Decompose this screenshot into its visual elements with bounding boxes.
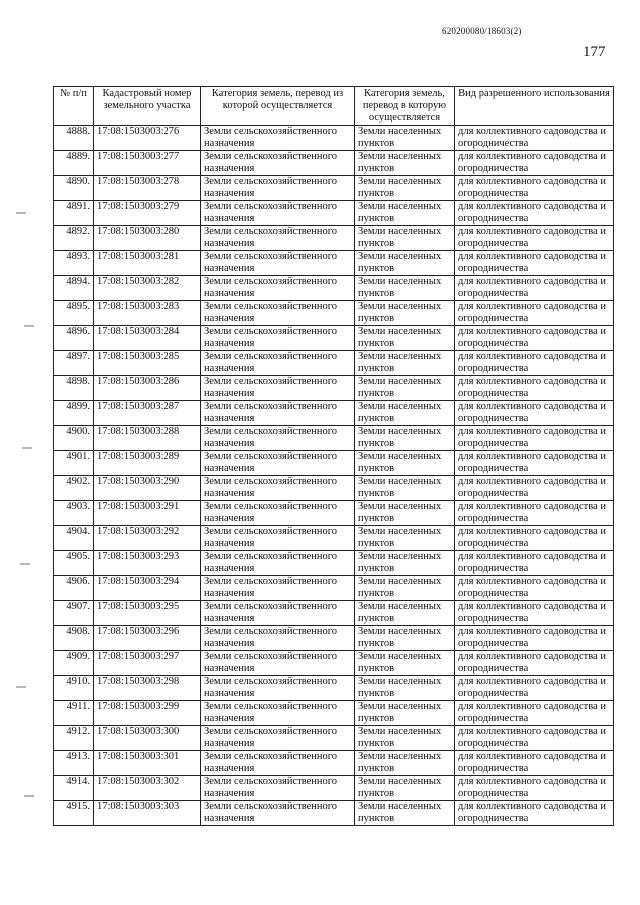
table-row: [54, 651, 614, 676]
category-to: Земли населенных пунктов: [355, 351, 455, 376]
row-number: 4896.: [54, 326, 94, 351]
cadastral-number: 17:08:1503003:299: [94, 701, 201, 726]
row-number: 4906.: [54, 576, 94, 601]
row-number: 4892.: [54, 226, 94, 251]
table-row: [54, 701, 614, 726]
permitted-use: для коллективного садоводства и огородничества: [455, 776, 614, 801]
row-number: 4890.: [54, 176, 94, 201]
table-row: [54, 801, 614, 826]
cadastral-number: 17:08:1503003:277: [94, 151, 201, 176]
cadastral-number: 17:08:1503003:297: [94, 651, 201, 676]
category-from: Земли сельскохозяйственного назначения: [201, 801, 355, 826]
cadastral-number: 17:08:1503003:294: [94, 576, 201, 601]
category-to: Земли населенных пунктов: [355, 701, 455, 726]
header-category-from: Категория земель, перевод из которой осуществляется: [201, 87, 355, 126]
category-from: Земли сельскохозяйственного назначения: [201, 176, 355, 201]
permitted-use: для коллективного садоводства и огородничества: [455, 726, 614, 751]
permitted-use: для коллективного садоводства и огородничества: [455, 326, 614, 351]
permitted-use: для коллективного садоводства и огородничества: [455, 176, 614, 201]
cadastral-number: 17:08:1503003:292: [94, 526, 201, 551]
permitted-use: для коллективного садоводства и огородничества: [455, 451, 614, 476]
table-row: [54, 151, 614, 176]
category-to: Земли населенных пунктов: [355, 726, 455, 751]
header-category-to: Категория земель, перевод в которую осуществляется: [355, 87, 455, 126]
permitted-use: для коллективного садоводства и огородничества: [455, 576, 614, 601]
category-to: Земли населенных пунктов: [355, 151, 455, 176]
scan-margin-mark: [24, 795, 34, 797]
row-number: 4909.: [54, 651, 94, 676]
cadastral-number: 17:08:1503003:283: [94, 301, 201, 326]
category-to: Земли населенных пунктов: [355, 676, 455, 701]
category-from: Земли сельскохозяйственного назначения: [201, 226, 355, 251]
category-from: Земли сельскохозяйственного назначения: [201, 626, 355, 651]
table-row: [54, 751, 614, 776]
category-from: Земли сельскохозяйственного назначения: [201, 676, 355, 701]
cadastral-number: 17:08:1503003:279: [94, 201, 201, 226]
table-row: [54, 301, 614, 326]
table-row: [54, 426, 614, 451]
category-to: Земли населенных пунктов: [355, 176, 455, 201]
category-to: Земли населенных пунктов: [355, 801, 455, 826]
cadastral-number: 17:08:1503003:291: [94, 501, 201, 526]
permitted-use: для коллективного садоводства и огородничества: [455, 526, 614, 551]
category-from: Земли сельскохозяйственного назначения: [201, 401, 355, 426]
category-to: Земли населенных пунктов: [355, 126, 455, 151]
category-to: Земли населенных пунктов: [355, 401, 455, 426]
category-to: Земли населенных пунктов: [355, 301, 455, 326]
category-from: Земли сельскохозяйственного назначения: [201, 376, 355, 401]
category-to: Земли населенных пунктов: [355, 501, 455, 526]
cadastral-number: 17:08:1503003:276: [94, 126, 201, 151]
category-to: Земли населенных пунктов: [355, 451, 455, 476]
cadastral-number: 17:08:1503003:286: [94, 376, 201, 401]
category-from: Земли сельскохозяйственного назначения: [201, 351, 355, 376]
table-row: [54, 476, 614, 501]
cadastral-number: 17:08:1503003:302: [94, 776, 201, 801]
category-from: Земли сельскохозяйственного назначения: [201, 726, 355, 751]
category-to: Земли населенных пунктов: [355, 751, 455, 776]
row-number: 4915.: [54, 801, 94, 826]
permitted-use: для коллективного садоводства и огородничества: [455, 626, 614, 651]
permitted-use: для коллективного садоводства и огородничества: [455, 651, 614, 676]
permitted-use: для коллективного садоводства и огородничества: [455, 276, 614, 301]
category-to: Земли населенных пунктов: [355, 226, 455, 251]
category-to: Земли населенных пунктов: [355, 376, 455, 401]
category-to: Земли населенных пунктов: [355, 476, 455, 501]
row-number: 4911.: [54, 701, 94, 726]
row-number: 4894.: [54, 276, 94, 301]
category-from: Земли сельскохозяйственного назначения: [201, 526, 355, 551]
permitted-use: для коллективного садоводства и огородничества: [455, 676, 614, 701]
category-from: Земли сельскохозяйственного назначения: [201, 251, 355, 276]
category-from: Земли сельскохозяйственного назначения: [201, 776, 355, 801]
category-to: Земли населенных пунктов: [355, 276, 455, 301]
category-from: Земли сельскохозяйственного назначения: [201, 276, 355, 301]
cadastral-number: 17:08:1503003:284: [94, 326, 201, 351]
cadastral-number: 17:08:1503003:293: [94, 551, 201, 576]
category-to: Земли населенных пунктов: [355, 526, 455, 551]
scan-margin-mark: [20, 563, 30, 565]
permitted-use: для коллективного садоводства и огородничества: [455, 201, 614, 226]
row-number: 4913.: [54, 751, 94, 776]
category-from: Земли сельскохозяйственного назначения: [201, 126, 355, 151]
permitted-use: для коллективного садоводства и огородничества: [455, 351, 614, 376]
table-row: [54, 226, 614, 251]
category-from: Земли сельскохозяйственного назначения: [201, 326, 355, 351]
cadastral-number: 17:08:1503003:282: [94, 276, 201, 301]
header-cadastral-number: Кадастровый номер земельного участка: [94, 87, 201, 126]
row-number: 4899.: [54, 401, 94, 426]
category-to: Земли населенных пунктов: [355, 551, 455, 576]
row-number: 4891.: [54, 201, 94, 226]
row-number: 4895.: [54, 301, 94, 326]
table-row: [54, 251, 614, 276]
category-from: Земли сельскохозяйственного назначения: [201, 476, 355, 501]
table-row: [54, 501, 614, 526]
permitted-use: для коллективного садоводства и огородничества: [455, 426, 614, 451]
land-plots-table: [53, 86, 614, 826]
permitted-use: для коллективного садоводства и огородничества: [455, 501, 614, 526]
row-number: 4902.: [54, 476, 94, 501]
cadastral-number: 17:08:1503003:288: [94, 426, 201, 451]
table-row: [54, 376, 614, 401]
row-number: 4900.: [54, 426, 94, 451]
row-number: 4904.: [54, 526, 94, 551]
row-number: 4897.: [54, 351, 94, 376]
category-from: Земли сельскохозяйственного назначения: [201, 501, 355, 526]
document-id: 620200080/18603(2): [442, 26, 522, 36]
header-permitted-use: Вид разрешенного использования: [455, 87, 614, 126]
table-row: [54, 201, 614, 226]
permitted-use: для коллективного садоводства и огородничества: [455, 226, 614, 251]
row-number: 4905.: [54, 551, 94, 576]
cadastral-number: 17:08:1503003:278: [94, 176, 201, 201]
table-row: [54, 351, 614, 376]
permitted-use: для коллективного садоводства и огородничества: [455, 751, 614, 776]
table-row: [54, 451, 614, 476]
cadastral-number: 17:08:1503003:287: [94, 401, 201, 426]
permitted-use: для коллективного садоводства и огородничества: [455, 551, 614, 576]
category-to: Земли населенных пунктов: [355, 426, 455, 451]
permitted-use: для коллективного садоводства и огородничества: [455, 301, 614, 326]
table-row: [54, 326, 614, 351]
category-from: Земли сельскохозяйственного назначения: [201, 601, 355, 626]
table-row: [54, 401, 614, 426]
header-number: № п/п: [54, 87, 94, 126]
category-to: Земли населенных пунктов: [355, 776, 455, 801]
row-number: 4912.: [54, 726, 94, 751]
page-number: 177: [583, 44, 606, 60]
table-row: [54, 726, 614, 751]
category-to: Земли населенных пунктов: [355, 626, 455, 651]
permitted-use: для коллективного садоводства и огородничества: [455, 801, 614, 826]
cadastral-number: 17:08:1503003:301: [94, 751, 201, 776]
cadastral-number: 17:08:1503003:295: [94, 601, 201, 626]
scan-margin-mark: [22, 447, 32, 449]
table-row: [54, 601, 614, 626]
category-from: Земли сельскохозяйственного назначения: [201, 576, 355, 601]
cadastral-number: 17:08:1503003:303: [94, 801, 201, 826]
scan-margin-mark: [16, 686, 26, 688]
permitted-use: для коллективного садоводства и огородничества: [455, 401, 614, 426]
category-from: Земли сельскохозяйственного назначения: [201, 201, 355, 226]
category-from: Земли сельскохозяйственного назначения: [201, 701, 355, 726]
table-row: [54, 676, 614, 701]
cadastral-number: 17:08:1503003:280: [94, 226, 201, 251]
permitted-use: для коллективного садоводства и огородничества: [455, 151, 614, 176]
cadastral-number: 17:08:1503003:289: [94, 451, 201, 476]
category-from: Земли сельскохозяйственного назначения: [201, 451, 355, 476]
category-from: Земли сельскохозяйственного назначения: [201, 551, 355, 576]
cadastral-number: 17:08:1503003:298: [94, 676, 201, 701]
table-row: [54, 776, 614, 801]
scan-margin-mark: [24, 325, 34, 327]
row-number: 4907.: [54, 601, 94, 626]
category-to: Земли населенных пунктов: [355, 651, 455, 676]
row-number: 4910.: [54, 676, 94, 701]
permitted-use: для коллективного садоводства и огородничества: [455, 601, 614, 626]
table-row: [54, 126, 614, 151]
row-number: 4908.: [54, 626, 94, 651]
cadastral-number: 17:08:1503003:290: [94, 476, 201, 501]
permitted-use: для коллективного садоводства и огородничества: [455, 126, 614, 151]
category-from: Земли сельскохозяйственного назначения: [201, 301, 355, 326]
permitted-use: для коллективного садоводства и огородничества: [455, 701, 614, 726]
table-row: [54, 276, 614, 301]
category-from: Земли сельскохозяйственного назначения: [201, 751, 355, 776]
scan-margin-mark: [16, 212, 26, 214]
category-to: Земли населенных пунктов: [355, 576, 455, 601]
table-row: [54, 526, 614, 551]
category-from: Земли сельскохозяйственного назначения: [201, 651, 355, 676]
row-number: 4901.: [54, 451, 94, 476]
category-to: Земли населенных пунктов: [355, 251, 455, 276]
cadastral-number: 17:08:1503003:300: [94, 726, 201, 751]
cadastral-number: 17:08:1503003:296: [94, 626, 201, 651]
row-number: 4888.: [54, 126, 94, 151]
row-number: 4903.: [54, 501, 94, 526]
row-number: 4914.: [54, 776, 94, 801]
row-number: 4898.: [54, 376, 94, 401]
row-number: 4889.: [54, 151, 94, 176]
permitted-use: для коллективного садоводства и огородничества: [455, 251, 614, 276]
cadastral-number: 17:08:1503003:281: [94, 251, 201, 276]
category-to: Земли населенных пунктов: [355, 326, 455, 351]
category-from: Земли сельскохозяйственного назначения: [201, 426, 355, 451]
permitted-use: для коллективного садоводства и огородничества: [455, 376, 614, 401]
category-from: Земли сельскохозяйственного назначения: [201, 151, 355, 176]
table-header-row: [54, 87, 614, 126]
row-number: 4893.: [54, 251, 94, 276]
table-row: [54, 551, 614, 576]
table-row: [54, 626, 614, 651]
category-to: Земли населенных пунктов: [355, 201, 455, 226]
category-to: Земли населенных пунктов: [355, 601, 455, 626]
permitted-use: для коллективного садоводства и огородничества: [455, 476, 614, 501]
table-row: [54, 576, 614, 601]
cadastral-number: 17:08:1503003:285: [94, 351, 201, 376]
table-row: [54, 176, 614, 201]
